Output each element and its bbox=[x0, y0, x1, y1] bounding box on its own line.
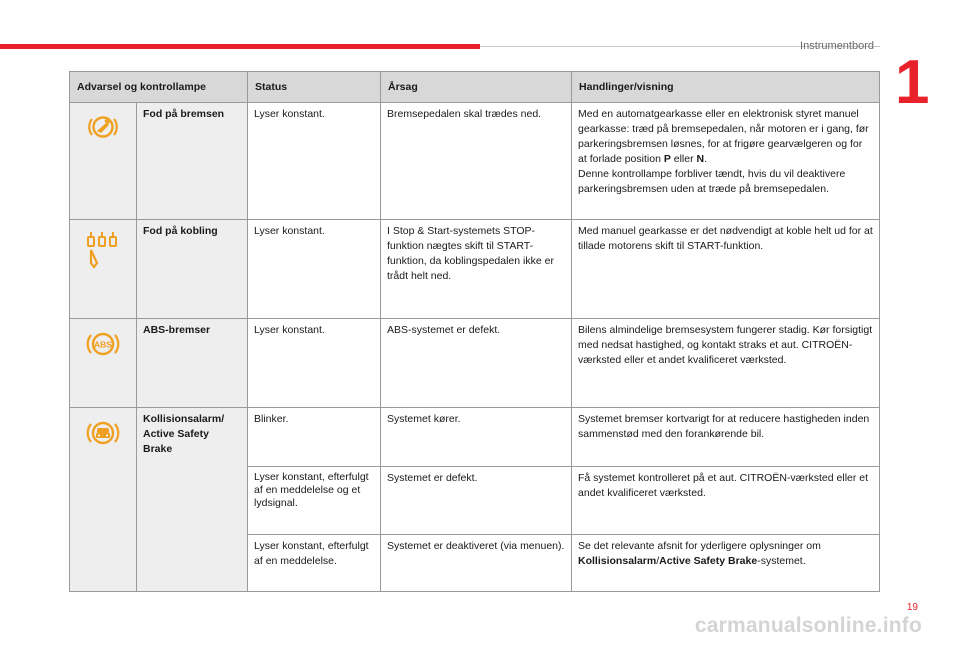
foot-on-clutch-icon bbox=[85, 261, 121, 273]
column-header-cause: Årsag bbox=[381, 72, 572, 103]
lamp-icon-cell bbox=[70, 319, 137, 408]
column-header-status: Status bbox=[248, 72, 381, 103]
lamp-name: Kollisionsalarm/ Active Safety Brake bbox=[137, 408, 248, 592]
action-cell: Se det relevante afsnit for yderligere oplysninger om Kollisionsalarm/Active Safety Brake-systemet. bbox=[572, 535, 880, 592]
watermark: carmanualsonline.info bbox=[694, 614, 922, 637]
page-number: 19 bbox=[906, 602, 918, 613]
status-cell: Lyser konstant. bbox=[248, 220, 381, 319]
accent-bar bbox=[0, 44, 480, 49]
collision-alert-icon bbox=[86, 439, 120, 451]
section-title: Instrumentbord bbox=[800, 40, 874, 52]
cause-cell: Bremsepedalen skal trædes ned. bbox=[381, 103, 572, 220]
table-row bbox=[70, 220, 880, 319]
table-row bbox=[70, 319, 880, 408]
foot-on-brake-icon bbox=[88, 132, 118, 144]
action-cell: Få systemet kontrolleret på et aut. CITROËN-værksted eller et andet kvalificeret værksted. bbox=[572, 467, 880, 535]
warning-lamps-table bbox=[69, 71, 880, 592]
lamp-name: ABS-bremser bbox=[137, 319, 248, 408]
cause-cell: Systemet kører. bbox=[381, 408, 572, 467]
lamp-icon-cell bbox=[70, 220, 137, 319]
action-cell: Bilens almindelige bremsesystem fungerer stadig. Kør forsigtigt med nedsat hastighed, og kontakt straks et aut. CITROËN-værksted eller et andet kvalificeret værksted. bbox=[572, 319, 880, 408]
action-cell: Systemet bremser kortvarigt for at reducere hastigheden inden sammenstød med den forankørende bil. bbox=[572, 408, 880, 467]
cause-cell: Systemet er defekt. bbox=[381, 467, 572, 535]
status-cell: Lyser konstant, efterfulgt af en meddelelse. bbox=[248, 535, 381, 592]
lamp-icon-cell bbox=[70, 103, 137, 220]
chapter-number: 1 bbox=[895, 48, 930, 117]
column-header-actions: Handlinger/visning bbox=[572, 72, 880, 103]
status-cell: Lyser konstant. bbox=[248, 319, 381, 408]
action-cell: Med manuel gearkasse er det nødvendigt at koble helt ud for at tillade motorens skift til START-funktion. bbox=[572, 220, 880, 319]
status-cell: Blinker. bbox=[248, 408, 381, 467]
status-cell: Lyser konstant. bbox=[248, 103, 381, 220]
lamp-name: Fod på kobling bbox=[137, 220, 248, 319]
table-header-row bbox=[70, 72, 880, 103]
column-header-lamp: Advarsel og kontrollampe bbox=[70, 72, 248, 103]
table-row bbox=[70, 408, 880, 467]
status-cell: Lyser konstant, efterfulgt af en meddelelse og et lydsignal. bbox=[248, 467, 381, 535]
cause-cell: ABS-systemet er defekt. bbox=[381, 319, 572, 408]
cause-cell: I Stop & Start-systemets STOP-funktion nægtes skift til START-funktion, da koblingspedalen ikke er trådt helt ned. bbox=[381, 220, 572, 319]
cause-cell: Systemet er deaktiveret (via menuen). bbox=[381, 535, 572, 592]
lamp-icon-cell bbox=[70, 408, 137, 592]
action-cell: Med en automatgearkasse eller en elektronisk styret manuel gearkasse: træd på bremsepedalen, når motoren er i gang, før parkeringsbremsen løsnes, for at frigøre gearvælgeren og for at forlade position P eller N. Denne kontrollampe forbliver tændt, hvis du vil deaktivere parkeringsbremsen uden at træde på bremsepedalen. bbox=[572, 103, 880, 220]
table-row bbox=[70, 103, 880, 220]
abs-warning-icon bbox=[86, 339, 120, 362]
svg-text:ABS: ABS bbox=[94, 339, 112, 350]
lamp-name: Fod på bremsen bbox=[137, 103, 248, 220]
